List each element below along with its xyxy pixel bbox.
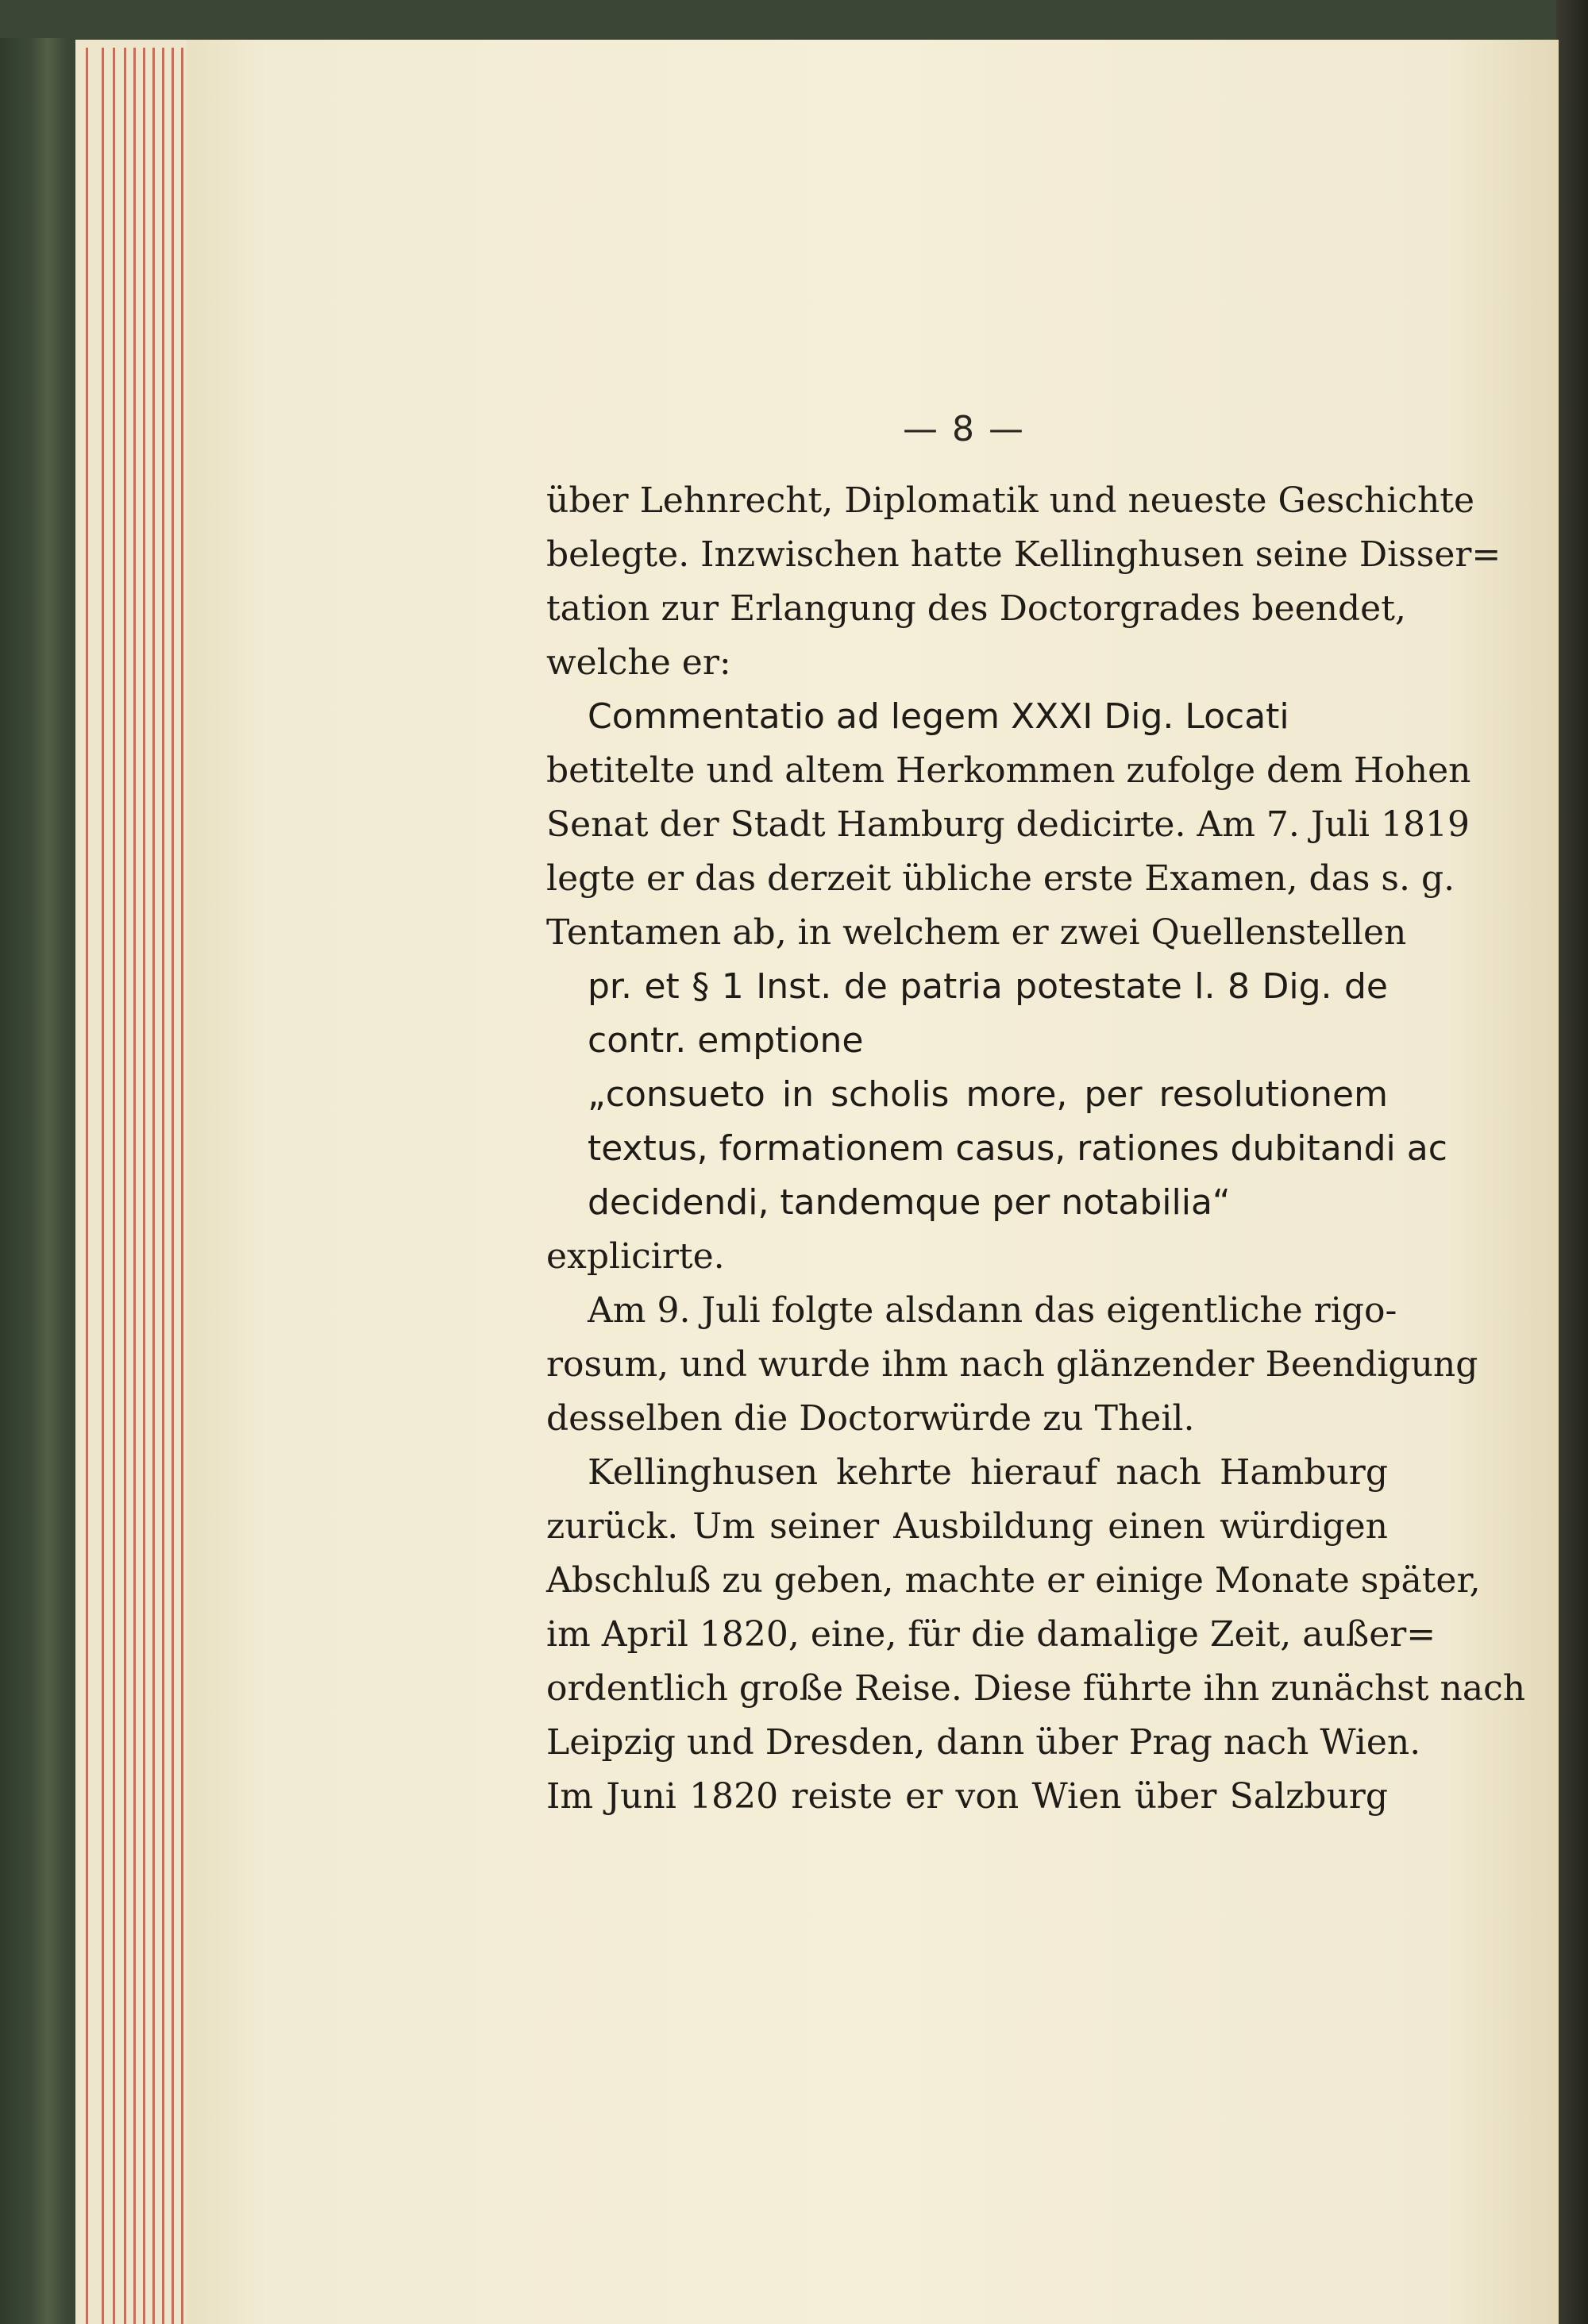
cover-right-edge [1556,0,1588,2324]
page-number: — 8 — [903,409,1025,449]
text-line: Tentamen ab, in welchem er zwei Quellenstellen [546,912,1407,953]
red-page-edge [86,48,88,2324]
text-line: Abschluß zu geben, machte er einige Monate später, [546,1560,1481,1601]
red-page-edge [133,48,136,2324]
text-line: rosum, und wurde ihm nach glänzender Beendigung [546,1344,1478,1385]
text-line: Am 9. Juli folgte alsdann das eigentliche rigo- [588,1290,1397,1331]
page-stack [75,40,187,2324]
text-line: decidendi, tandemque per notabilia“ [588,1182,1231,1223]
text-line: ordentlich große Reise. Diese führte ihn zunächst nach [546,1668,1526,1709]
text-line: welche er: [546,642,731,683]
text-line: betitelte und altem Herkommen zufolge dem Hohen [546,750,1471,791]
text-line: pr. et § 1 Inst. de patria potestate l. 8 Dig. de [588,966,1388,1007]
cover-top-edge [0,0,1588,38]
red-page-edge [172,48,174,2324]
text-line: desselben die Doctorwürde zu Theil. [546,1398,1195,1439]
text-line: Leipzig und Dresden, dann über Prag nach Wien. [546,1722,1421,1763]
text-line: explicirte. [546,1236,725,1277]
text-line: belegte. Inzwischen hatte Kellinghusen seine Disser= [546,534,1501,575]
text-line: contr. emptione [588,1020,864,1061]
text-line: Senat der Stadt Hamburg dedicirte. Am 7. Juli 1819 [546,804,1470,845]
red-page-edge [124,48,126,2324]
red-page-edge [143,48,145,2324]
red-page-edge [152,48,155,2324]
text-line: legte er das derzeit übliche erste Examen, das s. g. [546,858,1455,899]
text-line: über Lehnrecht, Diplomatik und neueste Geschichte [546,480,1475,521]
text-line: „consueto in scholis more, per resolutionem [588,1074,1388,1115]
text-line: zurück. Um seiner Ausbildung einen würdigen [546,1506,1388,1547]
text-line: textus, formationem casus, rationes dubitandi ac [588,1128,1447,1169]
text-line: tation zur Erlangung des Doctorgrades beendet, [546,588,1406,629]
text-line: im April 1820, eine, für die damalige Zeit, außer= [546,1614,1436,1655]
red-page-edge [113,48,115,2324]
text-line: Commentatio ad legem XXXI Dig. Locati [588,696,1289,737]
text-line: Im Juni 1820 reiste er von Wien über Salzburg [546,1776,1388,1817]
red-page-edge [162,48,164,2324]
text-line: Kellinghusen kehrte hierauf nach Hamburg [588,1452,1388,1493]
red-page-edge [181,48,183,2324]
red-page-edge [102,48,104,2324]
